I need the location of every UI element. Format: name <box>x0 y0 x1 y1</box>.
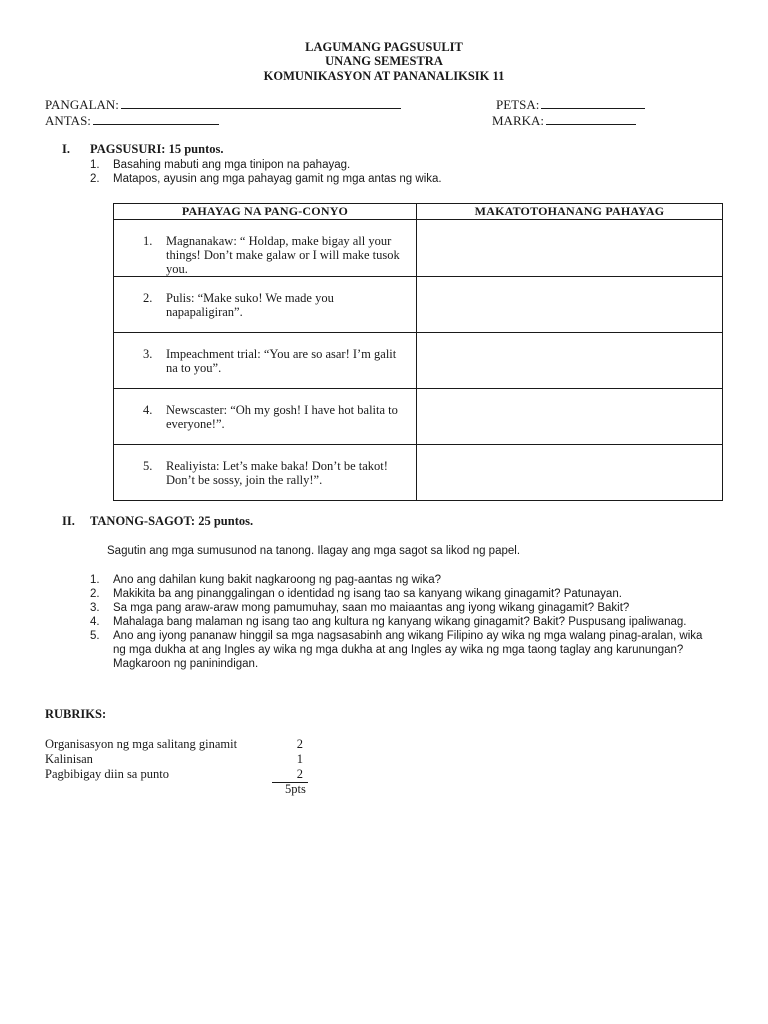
petsa-blank[interactable] <box>541 97 645 109</box>
marka-field[interactable] <box>492 113 636 128</box>
table-row <box>114 333 723 389</box>
section1-title: PAGSUSURI: 15 puntos. <box>90 142 224 156</box>
answer-cell[interactable] <box>417 389 723 445</box>
instruction-item: 1. Basahing mabuti ang mga tinipon na pahayag. <box>90 159 351 171</box>
rubric-points: 2 <box>296 767 303 781</box>
header-semester: UNANG SEMESTRA <box>325 54 443 68</box>
table-row <box>114 220 723 277</box>
marka-label: MARKA: <box>492 113 545 128</box>
section2-title: TANONG-SAGOT: 25 puntos. <box>90 514 254 528</box>
statement-cell: 4. Newscaster: “Oh my gosh! I have hot balita to everyone!”. <box>114 389 417 445</box>
table-header-row <box>114 204 723 220</box>
question-list <box>90 573 713 671</box>
rubric-label: Pagbibigay diin sa punto <box>45 767 169 781</box>
list-item: 5. Ano ang iyong pananaw hinggil sa mga nagsasabinh ang wikang Filipino ay wika ng mga walang pinag-aralan, wika ng mga dukha at ang Ingles ay wika ng mga dukha at ang Ingles ay wika ng mga taong taglay ang karunungan? Magkaroon ng paninindigan. <box>90 630 703 670</box>
rubric-total: 5pts <box>285 782 306 796</box>
answer-cell[interactable] <box>417 220 723 277</box>
table-row <box>114 445 723 501</box>
rubric-row <box>45 752 305 767</box>
rubric-label: Organisasyon ng mga salitang ginamit <box>45 737 238 751</box>
statement-cell: 1. Magnanakaw: “ Holdap, make bigay all your things! Don’t make galaw or I will make tusok you. <box>114 220 417 277</box>
rubrics-heading: RUBRIKS: <box>45 707 107 721</box>
statement-cell: 5. Realiyista: Let’s make baka! Don’t be takot! Don’t be sossy, join the rally!”. <box>114 445 417 501</box>
marka-blank[interactable] <box>546 113 636 125</box>
section1-instructions <box>90 158 673 186</box>
answer-cell[interactable] <box>417 333 723 389</box>
answer-cell[interactable] <box>417 445 723 501</box>
antas-label: ANTAS: <box>45 113 91 128</box>
pangalan-label: PANGALAN: <box>45 97 119 112</box>
statement-text: Pulis: “Make suko! We made you napapaligiran”. <box>166 291 334 319</box>
statement-cell: 3. Impeachment trial: “You are so asar! I’m galit na to you”. <box>114 333 417 389</box>
rubric-row <box>45 737 305 752</box>
rubric-points: 1 <box>296 752 303 766</box>
list-item: 3. Sa mga pang araw-araw mong pamumuhay, saan mo maiaantas ang iyong wikang ginagamit? Bakit? <box>90 602 630 614</box>
header-subject: KOMUNIKASYON AT PANANALIKSIK 11 <box>263 69 505 83</box>
petsa-field[interactable] <box>496 97 645 112</box>
header-title: LAGUMANG PAGSUSULIT <box>305 40 463 54</box>
statement-cell: 2. Pulis: “Make suko! We made you napapaligiran”. <box>114 277 417 333</box>
rubric-points: 2 <box>296 737 303 751</box>
column-header-conyo: PAHAYAG NA PANG-CONYO <box>114 204 417 220</box>
section1-number: I. <box>62 142 70 156</box>
table-row <box>114 277 723 333</box>
rubric-row <box>45 767 305 782</box>
statement-text: Realiyista: Let’s make baka! Don’t be takot! Don’t be sossy, join the rally!”. <box>166 459 388 487</box>
statement-text: Impeachment trial: “You are so asar! I’m galit na to you”. <box>166 347 397 375</box>
conyo-answer-table <box>113 203 723 501</box>
pangalan-field[interactable] <box>45 97 401 112</box>
column-header-makatotohanan: MAKATOTOHANANG PAHAYAG <box>417 204 723 220</box>
statement-text: Newscaster: “Oh my gosh! I have hot balita to everyone!”. <box>166 403 398 431</box>
table-row <box>114 389 723 445</box>
instruction-item: 2. Matapos, ayusin ang mga pahayag gamit ng mga antas ng wika. <box>90 173 442 185</box>
list-item: 1. Ano ang dahilan kung bakit nagkaroong ng pag-aantas ng wika? <box>90 574 441 586</box>
section1-heading <box>62 142 223 157</box>
list-item: 4. Mahalaga bang malaman ng isang tao ang kultura ng kanyang wikang ginagamit? Bakit? Puspusang ipaliwanag. <box>90 616 687 628</box>
section2-number: II. <box>62 514 75 528</box>
antas-field[interactable] <box>45 113 219 128</box>
petsa-label: PETSA: <box>496 97 540 112</box>
pangalan-blank[interactable] <box>121 97 401 109</box>
section2-heading <box>62 514 253 529</box>
section2-instruction: Sagutin ang mga sumusunod na tanong. Ilagay ang mga sagot sa likod ng papel. <box>107 545 521 557</box>
antas-blank[interactable] <box>93 113 219 125</box>
rubric-label: Kalinisan <box>45 752 93 766</box>
statement-text: Magnanakaw: “ Holdap, make bigay all your things! Don’t make galaw or I will make tusok you. <box>166 234 400 276</box>
list-item: 2. Makikita ba ang pinanggalingan o identidad ng isang tao sa kanyang wikang ginagamit? Patunayan. <box>90 588 622 600</box>
answer-cell[interactable] <box>417 277 723 333</box>
